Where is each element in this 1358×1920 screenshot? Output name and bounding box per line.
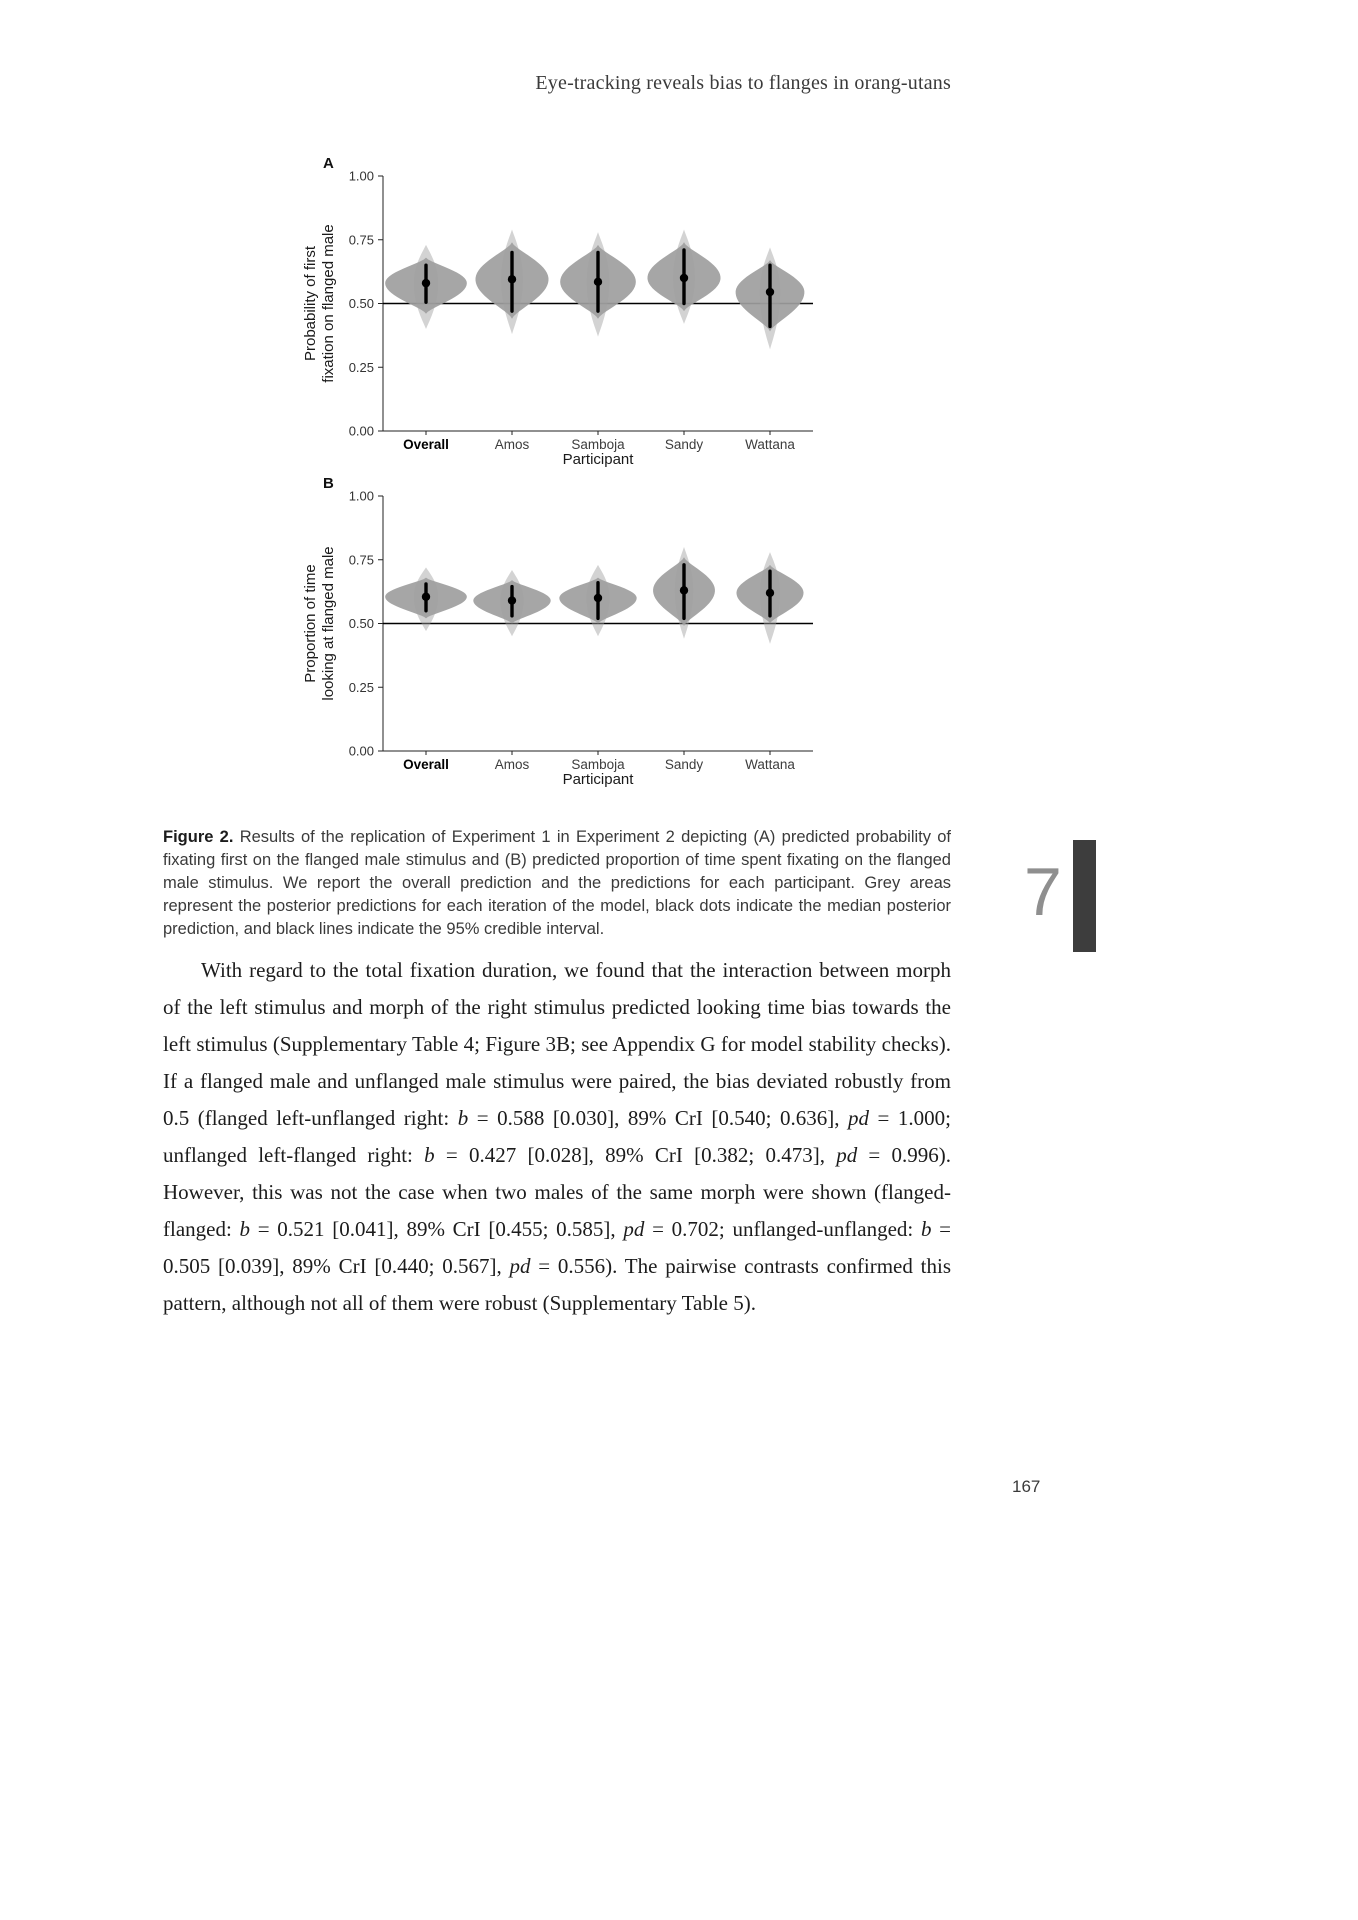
y-tick-label: 0.50	[348, 296, 374, 311]
x-tick-label: Samboja	[571, 437, 625, 452]
figure-2	[293, 150, 853, 790]
body-text-run: = 0.996). However, this was not the case when two males of the same morph were shown (flanged-flanged:	[163, 1143, 951, 1241]
body-text-run: = 0.588 [0.030], 89% CrI [0.540; 0.636],	[468, 1106, 849, 1130]
body-text-run: = 0.556). The pairwise contrasts confirmed this pattern, although not all of them were robust (Supplementary Table 5).	[163, 1254, 951, 1315]
stat-symbol: pd	[623, 1217, 645, 1241]
x-tick-label: Overall	[403, 437, 449, 452]
figure-2-panel-a	[293, 150, 833, 468]
x-tick-label: Sandy	[664, 757, 704, 772]
x-tick-label: Sandy	[664, 437, 704, 452]
stat-symbol: b	[920, 1217, 932, 1241]
median-dot	[680, 274, 688, 282]
y-tick-label: 0.75	[348, 552, 374, 568]
x-tick-label: Wattana	[745, 437, 795, 452]
median-dot	[680, 586, 688, 594]
median-dot	[594, 594, 602, 602]
y-axis-title: Probability of firstfixation on flanged male	[302, 224, 337, 383]
stat-symbol: b	[424, 1143, 435, 1167]
x-axis-title: Participant	[562, 771, 634, 788]
violin-chart-panel-a	[293, 150, 833, 468]
y-tick-label: 0.50	[348, 616, 374, 631]
median-dot	[766, 288, 774, 296]
x-tick-label: Wattana	[745, 757, 795, 772]
x-tick-label: Amos	[494, 437, 530, 452]
violin-chart-panel-b	[293, 470, 833, 788]
y-tick-label: 0.25	[348, 359, 374, 375]
y-tick-label: 0.25	[348, 679, 374, 695]
x-tick-label: Samboja	[571, 757, 625, 772]
stat-symbol: pd	[848, 1106, 870, 1130]
median-dot	[422, 593, 430, 601]
x-axis-title: Participant	[562, 451, 634, 468]
median-dot	[422, 279, 430, 287]
figure-caption-text: Results of the replication of Experiment 1 in Experiment 2 depicting (A) predicted probability of fixating first on the flanged male stimulus and (B) predicted proportion of time spent fixating on the flanged male stimulus. We report the overall prediction and the predictions for each participant. Grey areas represent the posterior predictions for each iteration of the model, black dots indicate the median posterior prediction, and black lines indicate the 95% credible interval.	[163, 828, 952, 938]
figure-caption	[163, 826, 951, 941]
median-dot	[594, 278, 602, 286]
page-number: 167	[1012, 1477, 1041, 1496]
body-text-run: With regard to the total fixation duration, we found that the interaction between morph of the left stimulus and morph of the right stimulus predicted looking time bias towards the left stimulus (Supplementary Table 4; Figure 3B; see Appendix G for model stability checks). If a flanged male and unflanged male stimulus were paired, the bias deviated robustly from 0.5 (flanged left-unflanged right:	[163, 958, 951, 1130]
chapter-number: 7	[1024, 854, 1062, 930]
y-tick-label: 0.00	[348, 743, 374, 759]
body-text-run: = 0.702; unflanged-unflanged:	[644, 1217, 921, 1241]
median-dot	[766, 589, 774, 597]
stat-symbol: pd	[509, 1254, 531, 1278]
y-tick-label: 0.75	[348, 232, 374, 248]
body-text-run: = 0.505 [0.039], 89% CrI [0.440; 0.567],	[163, 1217, 952, 1278]
body-text-run: = 1.000; unflanged left-flanged right:	[163, 1106, 951, 1167]
median-dot	[508, 275, 516, 283]
y-tick-label: 1.00	[348, 168, 374, 184]
chapter-tab-bar	[1073, 840, 1096, 952]
x-tick-label: Amos	[494, 757, 530, 772]
stat-symbol: pd	[836, 1143, 858, 1167]
figure-caption-label: Figure 2.	[163, 828, 234, 846]
y-tick-label: 0.00	[348, 423, 374, 439]
running-header: Eye-tracking reveals bias to flanges in orang-utans	[535, 72, 951, 94]
stat-symbol: b	[239, 1217, 251, 1241]
figure-2-panel-b	[293, 470, 833, 788]
y-axis-title: Proportion of timelooking at flanged male	[302, 546, 337, 701]
x-tick-label: Overall	[403, 757, 449, 772]
panel-letter: A	[323, 155, 334, 172]
stat-symbol: b	[457, 1106, 469, 1130]
body-paragraph	[163, 952, 951, 1322]
body-text-run: = 0.521 [0.041], 89% CrI [0.455; 0.585],	[250, 1217, 624, 1241]
panel-letter: B	[323, 475, 334, 492]
y-tick-label: 1.00	[348, 488, 374, 504]
body-text-run: = 0.427 [0.028], 89% CrI [0.382; 0.473],	[434, 1143, 837, 1167]
median-dot	[508, 596, 516, 604]
